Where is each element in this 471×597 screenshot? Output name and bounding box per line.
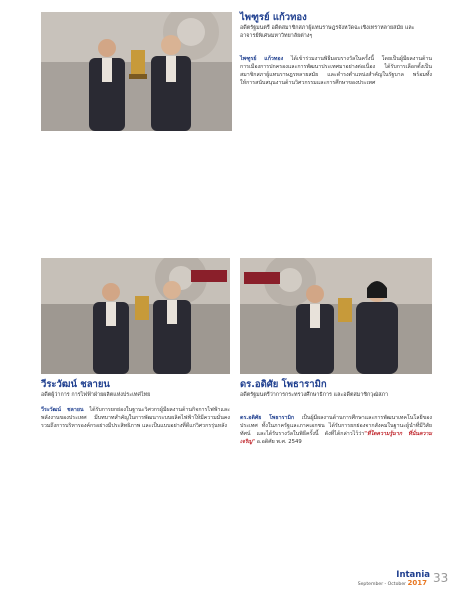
award-photo-1 xyxy=(41,12,232,131)
profile-2-body-text: ได้รับการยกย่องในฐานะวิศวกรผู้มีผลงานด้านกิจการไฟฟ้าและพลังงานของประเทศ มีบทบาทสำคัญในการพัฒนาระบบผลิตไฟฟ้าให้มีความมั่นคง รวมถึงการบริหารองค์กรอย่างมีประสิทธิภาพ และเป็นแบบอย่างที่ดีแก่วิศวกรรุ่นหลัง xyxy=(41,407,230,430)
issue-date xyxy=(358,580,427,588)
award-photo-3 xyxy=(240,258,432,374)
profile-1-role: อดีตรัฐมนตรี อดีตสมาชิกสภาผู้แทนราษฎรจังหวัดฉะเชิงเทราหลายสมัย และอาจารย์พิเศษมหาวิทยาลัยต่างๆ xyxy=(240,25,415,39)
profile-1-lead: ไพฑูรย์ แก้วทอง xyxy=(240,56,284,62)
award-photo-2 xyxy=(41,258,230,374)
profile-2-body xyxy=(41,406,230,430)
page-number: 33 xyxy=(433,571,449,585)
profile-3-role: อดีตรัฐมนตรีว่าการกระทรวงศึกษาธิการ และอดีตสมาชิกวุฒิสภา xyxy=(240,392,389,398)
profile-2-name: วีระวัฒน์ ชลายน xyxy=(41,379,110,390)
profile-1-body-text: ได้เข้าร่วมงานพิธีมอบรางวัลในครั้งนี้ โดยเป็นผู้มีผลงานด้านการเมืองการปกครองและการพัฒนาประเทศมาอย่างต่อเนื่อง ได้รับการเลือกตั้งเป็นสมาชิกสภาผู้แทนราษฎรหลายสมัย และดำรงตำแหน่งสำคัญในรัฐบาล พร้อมทั้งให้การสนับสนุนงานด้านวิศวกรรมและการศึกษาของประเทศ xyxy=(240,56,433,87)
issue-year: 2017 xyxy=(407,579,427,587)
profile-1-body xyxy=(240,55,432,88)
issue-months: September - October xyxy=(357,582,407,587)
profile-3-lead: ดร.อดิศัย โพธารามิก xyxy=(240,415,295,421)
profile-2-lead: วีระวัฒน์ ชลายน xyxy=(41,407,84,413)
profile-1-name: ไพฑูรย์ แก้วทอง xyxy=(240,12,307,23)
profile-3-body-text: เป็นผู้มีผลงานด้านการศึกษาและการพัฒนาเทคโนโลยีของประเทศ ทั้งในภาครัฐและภาคเอกชน ได้รับการยกย่องจากสังคมในฐานะผู้นำที่มีวิสัยทัศน์ และได้รับรางวัลในพิธีครั้งนี้ ดังที่ได้กล่าวไว้ว่า xyxy=(240,415,433,438)
profile-2-role: อดีตผู้ว่าการ การไฟฟ้าฝ่ายผลิตแห่งประเทศไทย xyxy=(41,392,151,398)
profile-3-tail: อ.อดิศัย พ.ศ. 2549 xyxy=(255,439,302,446)
profile-3-quote: "ที่ใดความรู้มาก ที่นั่นความเจริญ" xyxy=(240,431,433,446)
profile-3-body xyxy=(240,414,432,447)
profile-3-name: ดร.อดิศัย โพธารามิก xyxy=(240,379,327,390)
magazine-name: Intania xyxy=(396,570,430,580)
